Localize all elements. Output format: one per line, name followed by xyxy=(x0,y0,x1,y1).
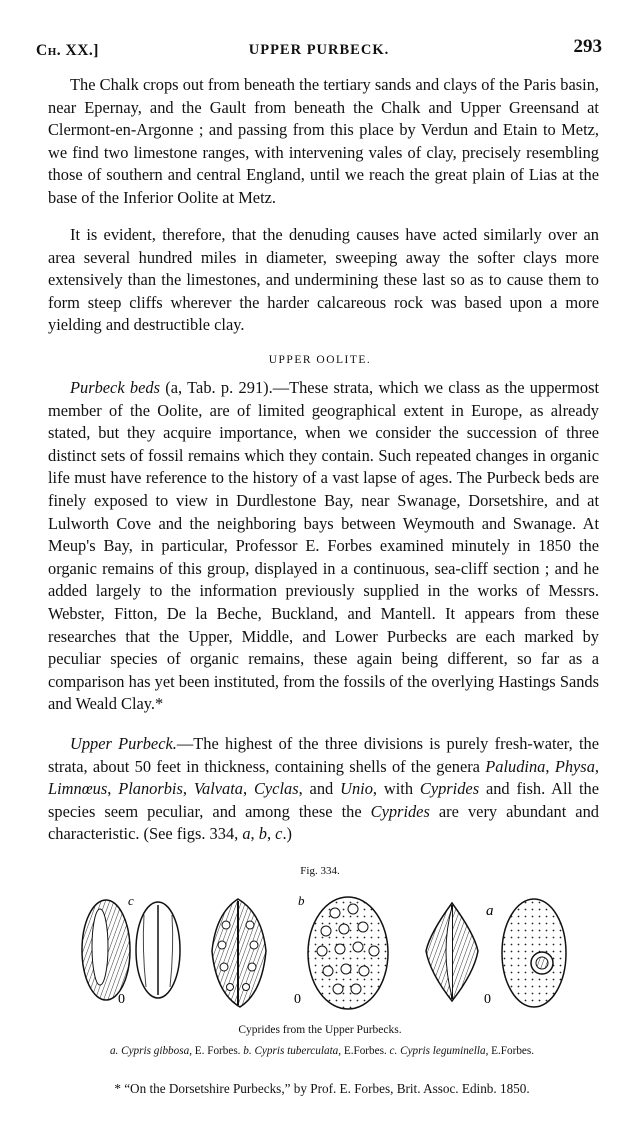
running-header xyxy=(36,36,602,66)
cypris-c-specimen xyxy=(82,893,180,1007)
genus-name: Unio xyxy=(340,779,373,799)
paragraph-text: —The highest of the three divisions is purely fresh-water, the strata, about 50 feet in thickness, containing shells of the genera xyxy=(48,734,599,776)
cypris-b-specimen xyxy=(212,893,388,1009)
cyprides-illustration xyxy=(60,885,580,1025)
species-author: , E.Forbes. xyxy=(485,1045,535,1057)
footnote: * “On the Dorsetshire Purbecks,” by Prof. E. Forbes, Brit. Assoc. Edinb. 1850. xyxy=(114,1081,530,1096)
legend-letter: c. xyxy=(389,1045,398,1057)
legend-letter: a. xyxy=(109,1045,119,1057)
chapter-label: Ch. XX.] xyxy=(36,42,99,59)
figure-label: Fig. 334. xyxy=(300,865,340,877)
genus-name: Cyprides xyxy=(419,779,480,799)
genus-name: Cyclas xyxy=(253,779,299,799)
genus-name: Planorbis xyxy=(118,779,183,799)
figure-legend xyxy=(22,1045,622,1057)
genus-name: Paludina xyxy=(485,756,546,776)
figure-ref: a xyxy=(242,824,251,844)
paragraph-text: and fish. All the species seem peculiar, and among these the xyxy=(48,779,599,821)
figure-letter-b: b xyxy=(298,893,305,908)
paragraph-upper-purbeck: Upper Purbeck.—The highest of the three divisions is purely fresh-water, the strata, about 50 feet in thickness, containing shells of the genera Paludina, Physa, Limnœus, Planorbis, Valvata, Cyclas, and Unio, with Cyprides and fish. All the species seem peculiar, and among these the Cyprides are very abundant and characteristic. (See figs. 334, a, b, c.) xyxy=(48,734,599,844)
figure-ref: b xyxy=(258,824,267,844)
figure-ref: c xyxy=(275,824,283,844)
page-number: 293 xyxy=(573,36,602,57)
paragraph-lead: Upper Purbeck. xyxy=(70,734,177,753)
species-author: , E.Forbes. xyxy=(338,1045,387,1057)
paragraph-lead: Purbeck beds xyxy=(70,378,160,397)
scale-mark: 0 xyxy=(294,992,301,1007)
species-name: Cypris tuberculata xyxy=(254,1045,339,1057)
legend-letter: b. xyxy=(243,1045,252,1057)
cyprides-figure xyxy=(60,885,580,1025)
paragraph-purbeck-beds xyxy=(48,377,599,716)
paragraph-chalk xyxy=(48,74,599,210)
paragraph-text: It is evident, therefore, that the denuding causes have acted similarly over an area several hundred miles in diameter, sweeping away the softer clays more extensively than the limestones, and undermining these last so as to cause them to form steep cliffs wherever the harder calcareous rock was based upon a more yielding and destructible clay. xyxy=(48,225,599,335)
genus-name: Valvata xyxy=(193,779,243,799)
species-name: Cypris gibbosa xyxy=(121,1045,190,1057)
cypris-a-specimen xyxy=(426,899,566,1007)
paragraph-text: .) xyxy=(282,824,292,844)
section-heading: UPPER OOLITE. xyxy=(268,354,372,366)
genus-name: Cyprides xyxy=(370,801,430,821)
scale-mark: 0 xyxy=(484,992,491,1007)
figure-letter-c: c xyxy=(128,893,134,908)
species-name: Cypris leguminella xyxy=(400,1045,486,1057)
species-author: , E. Forbes. xyxy=(189,1045,241,1057)
scale-mark: 0 xyxy=(118,992,125,1007)
genus-name: Limnœus xyxy=(48,779,108,799)
paragraph-text: , with xyxy=(372,779,420,799)
running-title: UPPER PURBECK. xyxy=(248,42,390,58)
paragraph-denuding xyxy=(48,224,599,337)
figure-caption: Cyprides from the Upper Purbecks. xyxy=(238,1024,402,1036)
paragraph-text: (a, Tab. p. 291).—These strata, which we class as the uppermost member of the Oolite, are of limited geographical extent in Europe, as already stated, but they acquire importance, when we consider the succession of three distinct sets of fossil remains which they contain. Such repeated changes in organic life must have reference to the history of a vast lapse of ages. The Purbeck beds are finely exposed to view in Durdlestone Bay, near Swanage, Dorsetshire, and at Lulworth Cove and the neighboring bays between Weymouth and Swanage. At Meup's Bay, in particular, Professor E. Forbes examined minutely in 1850 the organic remains of this group, displayed in a continuous, sea-cliff section ; and he added largely to the information previously supplied in the works of Messrs. Webster, Fitton, De la Beche, Buckland, and Mantell. It appears from these researches that the Upper, Middle, and Lower Purbecks are each marked by peculiar species of organic remains, these again being different, so far as a comparison has yet been instituted, from the fossils of the overlying Hastings Sands and Weald Clay.* xyxy=(48,378,600,714)
genus-name: Physa xyxy=(554,756,595,776)
paragraph-text: , and xyxy=(298,779,341,799)
paragraph-text: The Chalk crops out from beneath the tertiary sands and clays of the Paris basin, near Epernay, and the Gault from beneath the Chalk and Upper Greensand at Clermont-en-Argonne ; and passing from this place by Verdun and Etain to Metz, we find two limestone ranges, with intervening vales of clay, precisely resembling those of southern and central England, until we reach the great plain of Lias at the base of the Inferior Oolite at Metz. xyxy=(48,75,599,207)
paragraph-text: are very abundant and characteristic. (See figs. 334, xyxy=(48,801,599,844)
figure-letter-a: a xyxy=(486,903,494,919)
